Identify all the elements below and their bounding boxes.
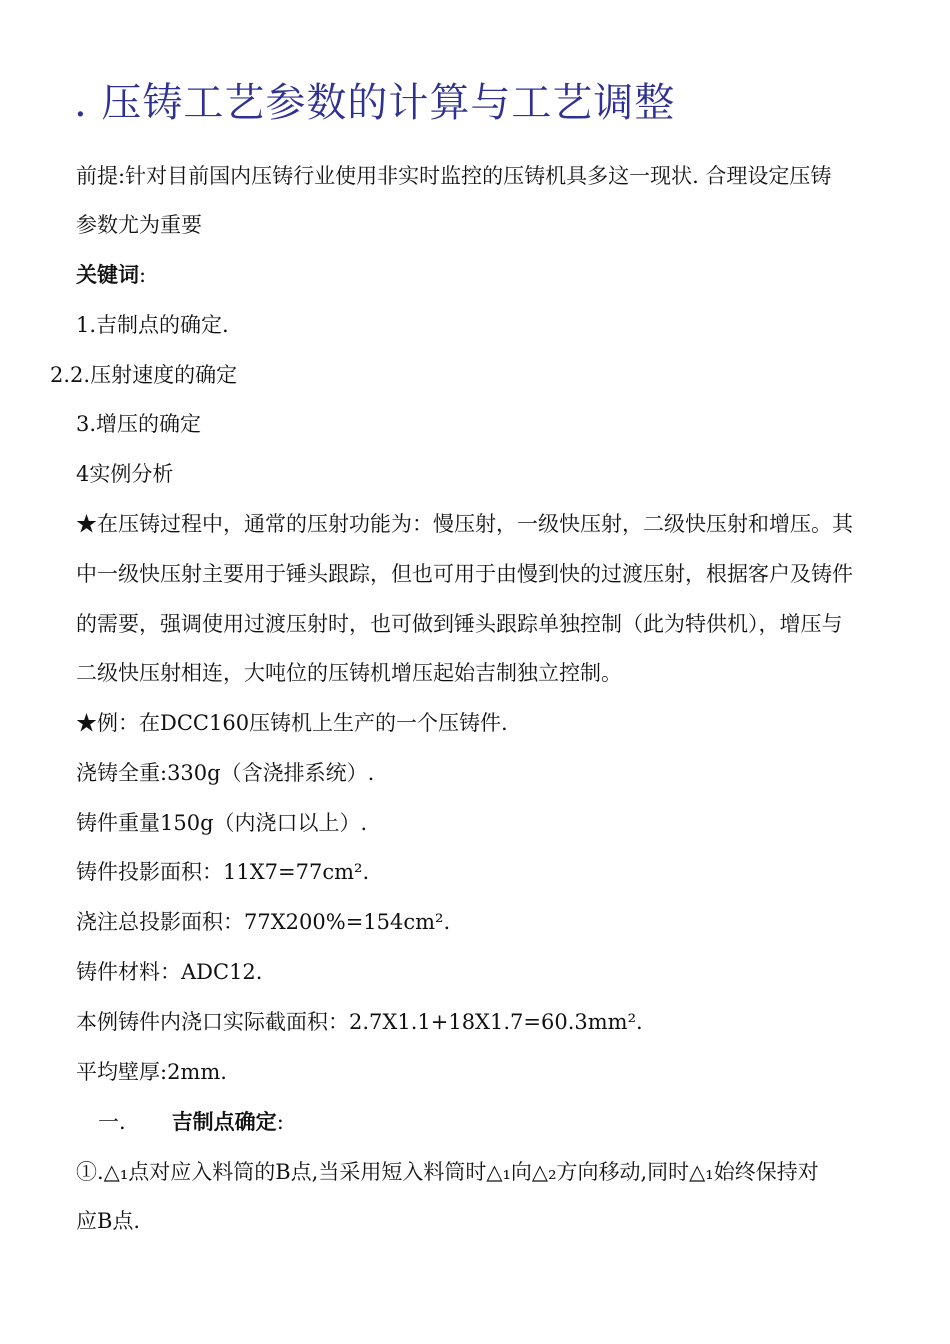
keyword-item: 2.2.压射速度的确定 (50, 363, 238, 387)
example-line: 铸件重量150g（内浇口以上）. (76, 811, 368, 835)
example-line: 铸件材料：ADC12. (76, 960, 263, 984)
keywords-heading (76, 260, 146, 290)
example-line: 浇铸全重:330g（含浇排系统）. (76, 761, 375, 785)
keyword-item: 4实例分析 (76, 462, 174, 486)
section-heading-text: 吉制点确定 (171, 1109, 277, 1134)
paragraph-line: 二级快压射相连，大吨位的压铸机增压起始吉制独立控制。 (76, 661, 622, 685)
example-line: 本例铸件内浇口实际截面积：2.7X1.1+18X1.7=60.3mm². (76, 1010, 643, 1034)
point-line: 应B点. (76, 1209, 141, 1233)
premise-line-1: 前提:针对目前国内压铸行业使用非实时监控的压铸机具多这一现状. 合理设定压铸 (76, 164, 832, 188)
keyword-item: 1.吉制点的确定. (76, 313, 229, 337)
example-line: 平均壁厚:2mm. (76, 1060, 227, 1084)
section-heading-colon: : (276, 1110, 284, 1134)
example-line: 浇注总投影面积：77X200%=154cm². (76, 910, 451, 934)
paragraph-line: 中一级快压射主要用于锤头跟踪，但也可用于由慢到快的过渡压射，根据客户及铸件 (76, 562, 853, 586)
keywords-colon: : (139, 263, 147, 287)
example-line: 铸件投影面积：11X7=77cm². (76, 860, 370, 884)
section-heading (98, 1107, 284, 1137)
document-title: . 压铸工艺参数的计算与工艺调整 (74, 80, 676, 126)
example-line: ★例：在DCC160压铸机上生产的一个压铸件. (76, 711, 508, 735)
keywords-label: 关键词 (76, 262, 139, 287)
paragraph-line: ★在压铸过程中，通常的压射功能为：慢压射，一级快压射，二级快压射和增压。其 (76, 512, 853, 536)
section-number: 一. (98, 1110, 126, 1134)
premise-line-2: 参数尤为重要 (76, 213, 202, 237)
keyword-item: 3.增压的确定 (76, 412, 202, 436)
point-line: ①.△₁点对应入料筒的B点,当采用短入料筒时△₁向△₂方向移动,同时△₁始终保持对 (76, 1160, 819, 1184)
paragraph-line: 的需要，强调使用过渡压射时，也可做到锤头跟踪单独控制（此为特供机），增压与 (76, 612, 843, 636)
